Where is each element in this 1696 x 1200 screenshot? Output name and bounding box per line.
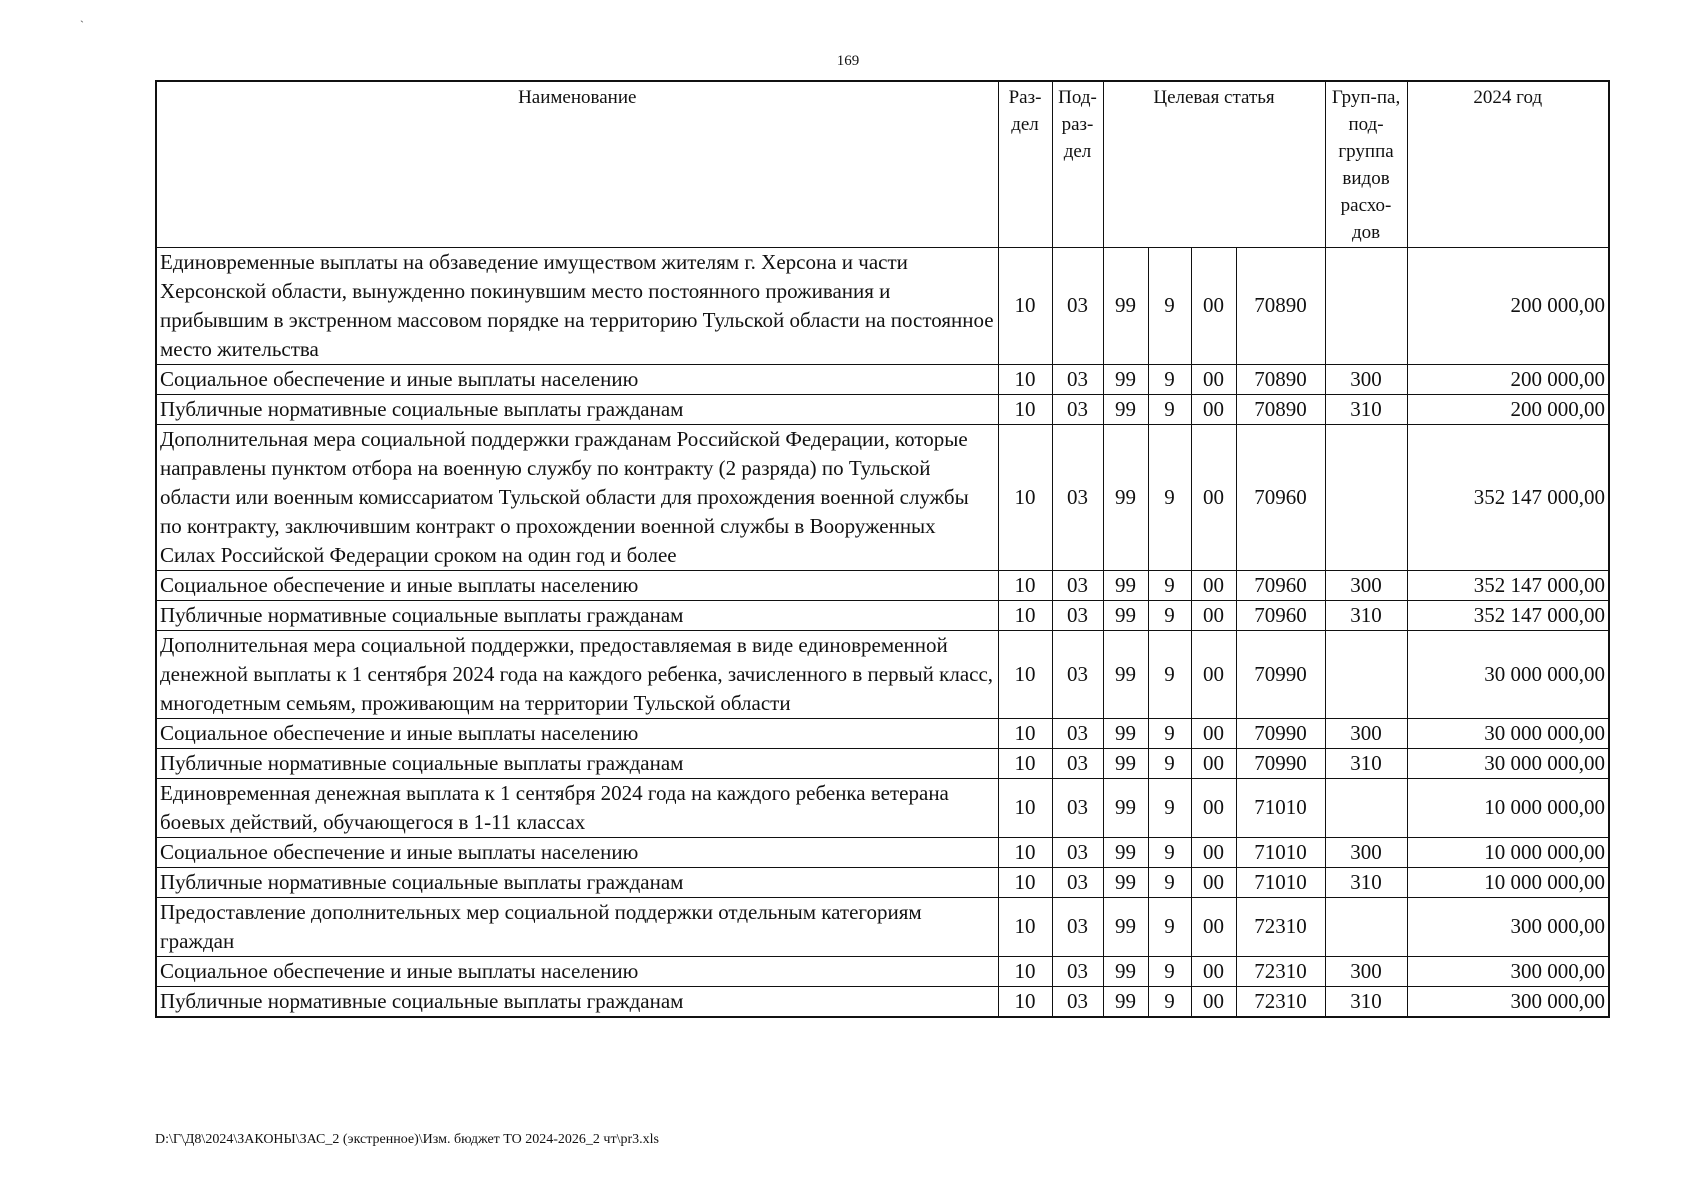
- row-razdel: 10: [998, 867, 1052, 897]
- row-target-subprogram: 9: [1148, 364, 1191, 394]
- row-name: Социальное обеспечение и иные выплаты населению: [156, 718, 998, 748]
- row-podrazdel: 03: [1052, 778, 1103, 837]
- header-name: Наименование: [156, 81, 998, 247]
- header-year-2024: 2024 год: [1407, 81, 1609, 247]
- row-target-direction: 70960: [1236, 570, 1325, 600]
- row-target-direction: 72310: [1236, 986, 1325, 1017]
- row-amount: 352 147 000,00: [1407, 600, 1609, 630]
- row-expense-group: 310: [1325, 748, 1407, 778]
- row-target-main-event: 00: [1191, 778, 1236, 837]
- row-target-program: 99: [1103, 778, 1148, 837]
- row-target-program: 99: [1103, 897, 1148, 956]
- row-target-program: 99: [1103, 956, 1148, 986]
- row-target-subprogram: 9: [1148, 956, 1191, 986]
- row-name: Дополнительная мера социальной поддержки гражданам Российской Федерации, которые направлены пунктом отбора на военную службу по контракту (2 разряда) по Тульской области или военным комиссариатом Тульской области для прохождения военной службы по контракту, заключившим контракт о прохождении военной службы в Вооруженных Силах Российской Федерации сроком на один год и более: [156, 424, 998, 570]
- row-razdel: 10: [998, 778, 1052, 837]
- row-amount: 300 000,00: [1407, 956, 1609, 986]
- row-podrazdel: 03: [1052, 424, 1103, 570]
- row-podrazdel: 03: [1052, 718, 1103, 748]
- row-target-main-event: 00: [1191, 718, 1236, 748]
- row-name: Предоставление дополнительных мер социальной поддержки отдельным категориям граждан: [156, 897, 998, 956]
- row-target-program: 99: [1103, 247, 1148, 364]
- row-razdel: 10: [998, 630, 1052, 718]
- row-expense-group: [1325, 778, 1407, 837]
- row-razdel: 10: [998, 394, 1052, 424]
- row-target-program: 99: [1103, 630, 1148, 718]
- row-expense-group: [1325, 630, 1407, 718]
- row-razdel: 10: [998, 986, 1052, 1017]
- row-expense-group: 300: [1325, 570, 1407, 600]
- row-razdel: 10: [998, 424, 1052, 570]
- row-target-subprogram: 9: [1148, 986, 1191, 1017]
- row-target-subprogram: 9: [1148, 247, 1191, 364]
- scan-speck: `: [80, 18, 84, 32]
- row-target-direction: 70890: [1236, 394, 1325, 424]
- row-target-direction: 72310: [1236, 897, 1325, 956]
- row-target-main-event: 00: [1191, 364, 1236, 394]
- budget-table: [155, 80, 1610, 1018]
- row-podrazdel: 03: [1052, 364, 1103, 394]
- row-expense-group: 310: [1325, 867, 1407, 897]
- row-amount: 30 000 000,00: [1407, 718, 1609, 748]
- row-target-direction: 71010: [1236, 837, 1325, 867]
- page-number: 169: [836, 53, 860, 69]
- footer-file-path: D:\Г\Д8\2024\ЗАКОНЫ\ЗАС_2 (экстренное)\Изм. бюджет ТО 2024-2026_2 чт\pr3.xls: [155, 1132, 659, 1147]
- row-target-subprogram: 9: [1148, 867, 1191, 897]
- row-expense-group: 300: [1325, 837, 1407, 867]
- table-row: [156, 718, 1609, 748]
- row-name: Публичные нормативные социальные выплаты гражданам: [156, 394, 998, 424]
- row-target-program: 99: [1103, 364, 1148, 394]
- table-row: [156, 748, 1609, 778]
- row-target-subprogram: 9: [1148, 897, 1191, 956]
- row-target-main-event: 00: [1191, 600, 1236, 630]
- row-name: Социальное обеспечение и иные выплаты населению: [156, 364, 998, 394]
- row-expense-group: 310: [1325, 600, 1407, 630]
- row-name: Социальное обеспечение и иные выплаты населению: [156, 956, 998, 986]
- table-row: [156, 778, 1609, 837]
- row-target-subprogram: 9: [1148, 394, 1191, 424]
- row-amount: 200 000,00: [1407, 364, 1609, 394]
- row-expense-group: [1325, 424, 1407, 570]
- row-podrazdel: 03: [1052, 570, 1103, 600]
- row-amount: 200 000,00: [1407, 247, 1609, 364]
- row-name: Единовременная денежная выплата к 1 сентября 2024 года на каждого ребенка ветерана боевых действий, обучающегося в 1-11 классах: [156, 778, 998, 837]
- row-name: Единовременные выплаты на обзаведение имуществом жителям г. Херсона и части Херсонской области, вынужденно покинувшим место постоянного проживания и прибывшим в экстренном массовом порядке на территорию Тульской области на постоянное место жительства: [156, 247, 998, 364]
- row-razdel: 10: [998, 570, 1052, 600]
- row-target-direction: 70990: [1236, 630, 1325, 718]
- header-row: [156, 81, 1609, 247]
- row-amount: 10 000 000,00: [1407, 778, 1609, 837]
- row-name: Публичные нормативные социальные выплаты гражданам: [156, 600, 998, 630]
- row-amount: 30 000 000,00: [1407, 748, 1609, 778]
- row-name: Социальное обеспечение и иные выплаты населению: [156, 837, 998, 867]
- row-razdel: 10: [998, 600, 1052, 630]
- row-expense-group: [1325, 247, 1407, 364]
- row-razdel: 10: [998, 897, 1052, 956]
- row-target-main-event: 00: [1191, 748, 1236, 778]
- row-target-direction: 70890: [1236, 364, 1325, 394]
- header-target-article: Целевая статья: [1103, 81, 1325, 247]
- row-podrazdel: 03: [1052, 394, 1103, 424]
- row-amount: 10 000 000,00: [1407, 837, 1609, 867]
- row-target-program: 99: [1103, 837, 1148, 867]
- table-row: [156, 986, 1609, 1017]
- row-target-direction: 70890: [1236, 247, 1325, 364]
- row-podrazdel: 03: [1052, 956, 1103, 986]
- row-amount: 200 000,00: [1407, 394, 1609, 424]
- row-expense-group: 310: [1325, 394, 1407, 424]
- row-podrazdel: 03: [1052, 748, 1103, 778]
- row-amount: 300 000,00: [1407, 897, 1609, 956]
- table-row: [156, 424, 1609, 570]
- row-target-program: 99: [1103, 986, 1148, 1017]
- row-razdel: 10: [998, 956, 1052, 986]
- row-target-program: 99: [1103, 600, 1148, 630]
- row-target-main-event: 00: [1191, 867, 1236, 897]
- row-podrazdel: 03: [1052, 630, 1103, 718]
- row-target-main-event: 00: [1191, 424, 1236, 570]
- table-row: [156, 867, 1609, 897]
- row-target-direction: 70990: [1236, 718, 1325, 748]
- table-row: [156, 600, 1609, 630]
- row-target-main-event: 00: [1191, 247, 1236, 364]
- row-name: Публичные нормативные социальные выплаты гражданам: [156, 986, 998, 1017]
- row-podrazdel: 03: [1052, 837, 1103, 867]
- row-target-main-event: 00: [1191, 986, 1236, 1017]
- row-expense-group: [1325, 897, 1407, 956]
- row-amount: 30 000 000,00: [1407, 630, 1609, 718]
- table-row: [156, 956, 1609, 986]
- row-expense-group: 310: [1325, 986, 1407, 1017]
- row-target-direction: 70960: [1236, 424, 1325, 570]
- header-expense-group: Груп-па, под-группа видов расхо-дов: [1325, 81, 1407, 247]
- row-razdel: 10: [998, 837, 1052, 867]
- row-name: Публичные нормативные социальные выплаты гражданам: [156, 748, 998, 778]
- row-target-direction: 72310: [1236, 956, 1325, 986]
- row-podrazdel: 03: [1052, 247, 1103, 364]
- row-amount: 352 147 000,00: [1407, 570, 1609, 600]
- table-row: [156, 837, 1609, 867]
- row-target-program: 99: [1103, 424, 1148, 570]
- row-target-subprogram: 9: [1148, 748, 1191, 778]
- header-podrazdel: Под-раз-дел: [1052, 81, 1103, 247]
- row-target-main-event: 00: [1191, 630, 1236, 718]
- row-target-subprogram: 9: [1148, 837, 1191, 867]
- row-expense-group: 300: [1325, 718, 1407, 748]
- row-target-subprogram: 9: [1148, 570, 1191, 600]
- row-name: Дополнительная мера социальной поддержки, предоставляемая в виде единовременной денежной выплаты к 1 сентября 2024 года на каждого ребенка, зачисленного в первый класс, многодетным семьям, проживающим на территории Тульской области: [156, 630, 998, 718]
- row-podrazdel: 03: [1052, 897, 1103, 956]
- row-podrazdel: 03: [1052, 867, 1103, 897]
- row-target-direction: 71010: [1236, 778, 1325, 837]
- row-target-subprogram: 9: [1148, 778, 1191, 837]
- table-row: [156, 897, 1609, 956]
- row-podrazdel: 03: [1052, 600, 1103, 630]
- row-name: Социальное обеспечение и иные выплаты населению: [156, 570, 998, 600]
- row-target-subprogram: 9: [1148, 630, 1191, 718]
- row-target-program: 99: [1103, 867, 1148, 897]
- row-podrazdel: 03: [1052, 986, 1103, 1017]
- row-target-main-event: 00: [1191, 570, 1236, 600]
- row-razdel: 10: [998, 748, 1052, 778]
- header-razdel: Раз-дел: [998, 81, 1052, 247]
- row-razdel: 10: [998, 364, 1052, 394]
- table-row: [156, 247, 1609, 364]
- row-expense-group: 300: [1325, 956, 1407, 986]
- row-target-program: 99: [1103, 394, 1148, 424]
- row-name: Публичные нормативные социальные выплаты гражданам: [156, 867, 998, 897]
- table-row: [156, 364, 1609, 394]
- row-target-main-event: 00: [1191, 956, 1236, 986]
- row-target-direction: 70990: [1236, 748, 1325, 778]
- table-row: [156, 630, 1609, 718]
- row-target-program: 99: [1103, 718, 1148, 748]
- row-target-program: 99: [1103, 570, 1148, 600]
- row-amount: 300 000,00: [1407, 986, 1609, 1017]
- row-target-main-event: 00: [1191, 394, 1236, 424]
- row-expense-group: 300: [1325, 364, 1407, 394]
- row-target-main-event: 00: [1191, 897, 1236, 956]
- row-target-program: 99: [1103, 748, 1148, 778]
- row-target-main-event: 00: [1191, 837, 1236, 867]
- row-razdel: 10: [998, 247, 1052, 364]
- row-amount: 10 000 000,00: [1407, 867, 1609, 897]
- row-amount: 352 147 000,00: [1407, 424, 1609, 570]
- row-target-direction: 70960: [1236, 600, 1325, 630]
- table-row: [156, 570, 1609, 600]
- row-target-subprogram: 9: [1148, 718, 1191, 748]
- row-target-subprogram: 9: [1148, 600, 1191, 630]
- row-target-direction: 71010: [1236, 867, 1325, 897]
- table-row: [156, 394, 1609, 424]
- row-razdel: 10: [998, 718, 1052, 748]
- row-target-subprogram: 9: [1148, 424, 1191, 570]
